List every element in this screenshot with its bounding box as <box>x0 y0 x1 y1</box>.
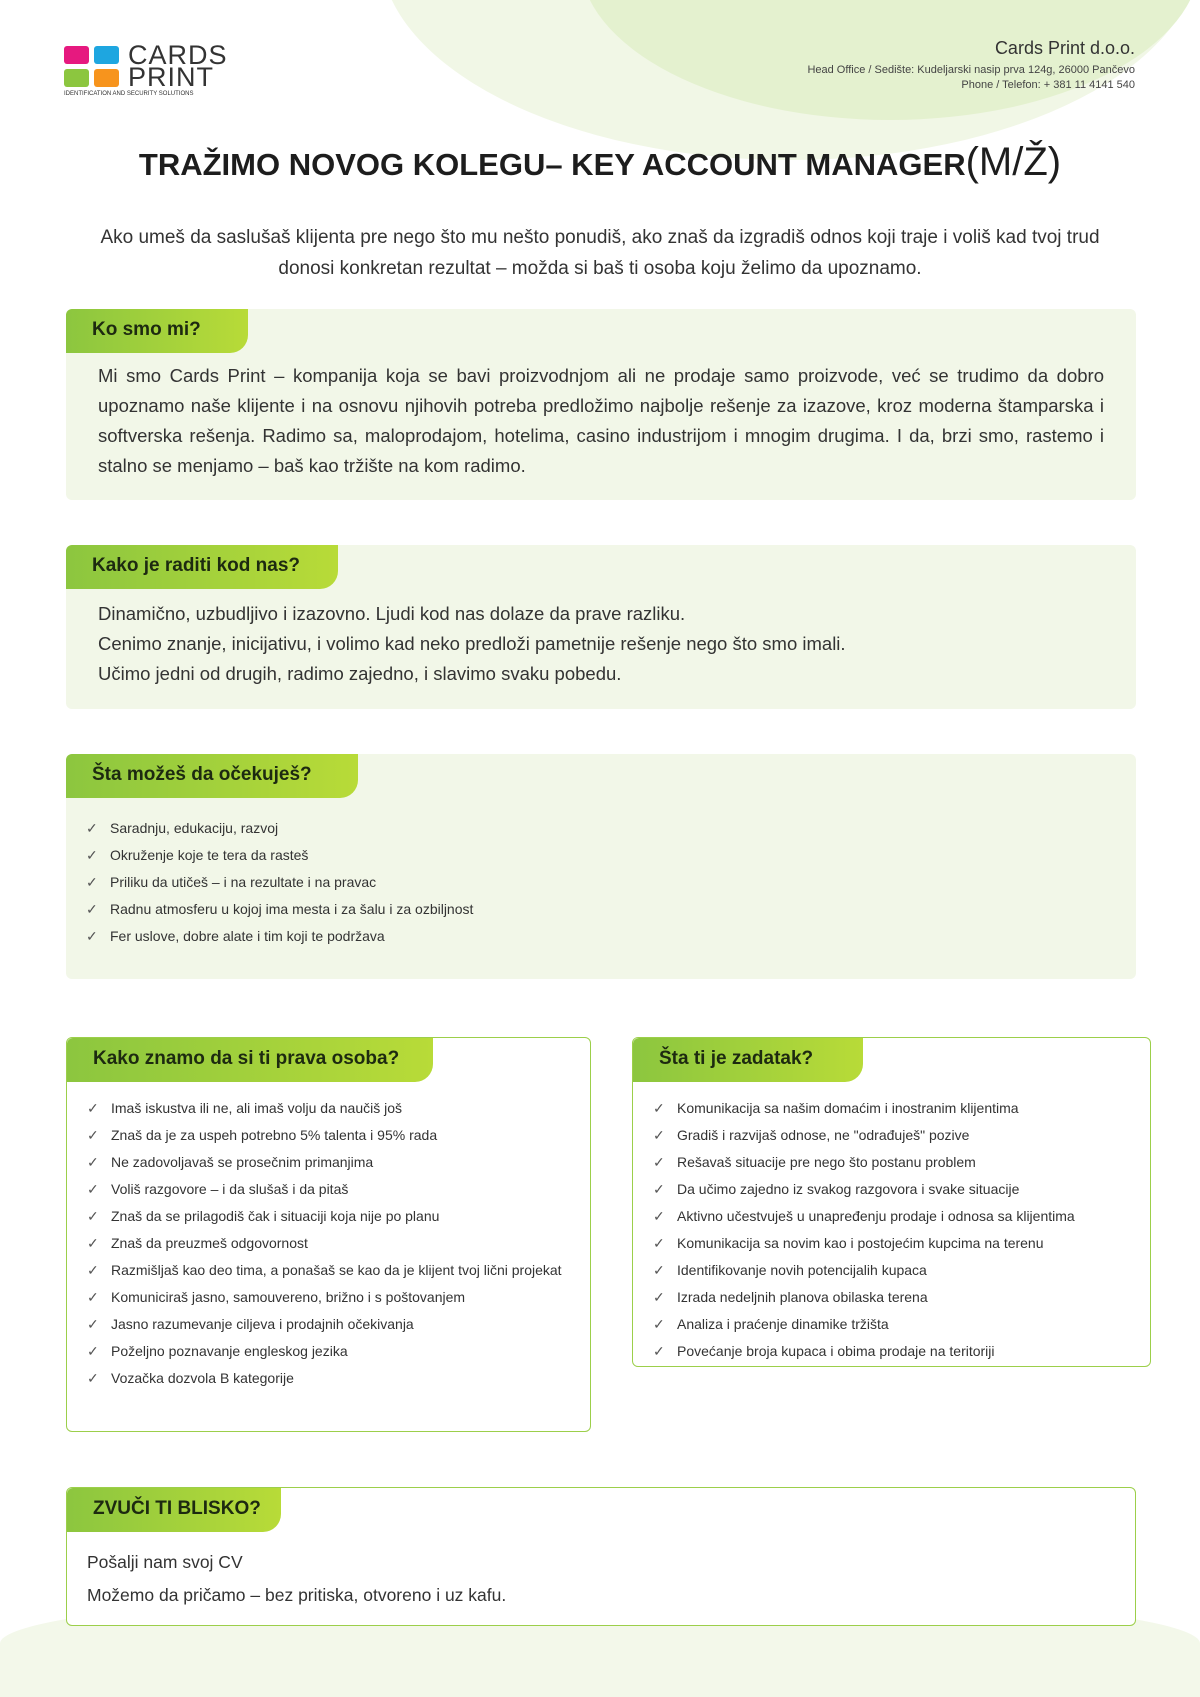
list-item: ✓ Komunikacija sa našim domaćim i inostranim klijentima <box>653 1095 1130 1122</box>
list-item: ✓ Da učimo zajedno iz svakog razgovora i svake situacije <box>653 1176 1130 1203</box>
section-expect <box>66 754 1136 979</box>
check-icon: ✓ <box>653 1289 665 1305</box>
check-icon: ✓ <box>87 1343 99 1359</box>
section-heading: Kako je raditi kod nas? <box>66 545 338 589</box>
intro-text: Ako umeš da saslušaš klijenta pre nego što mu nešto ponudiš, ako znaš da izgradiš odnos koji traje i voliš kad tvoj trud donosi konkretan rezultat – možda si baš ti osoba koju želimo da upoznamo. <box>100 227 1100 279</box>
check-icon: ✓ <box>87 1127 99 1143</box>
list-item: ✓ Saradnju, edukaciju, razvoj <box>86 815 1116 842</box>
check-icon: ✓ <box>87 1235 99 1251</box>
company-name: Cards Print d.o.o. <box>994 38 1135 58</box>
logo: CARDS PRINT IDENTIFICATION AND SECURITY SOLUTIONS <box>64 40 228 97</box>
check-icon: ✓ <box>653 1235 665 1251</box>
list-item: ✓ Analiza i praćenje dinamike tržišta <box>653 1311 1130 1338</box>
list-item: ✓ Vozačka dozvola B kategorije <box>87 1365 570 1392</box>
list-item: ✓ Priliku da utičeš – i na rezultate i na pravac <box>86 869 1116 896</box>
check-icon: ✓ <box>653 1127 665 1143</box>
check-icon: ✓ <box>653 1154 665 1170</box>
page-title: TRAŽIMO NOVOG KOLEGU– KEY ACCOUNT MANAGER(M/Ž) <box>138 140 1062 184</box>
list-item: ✓ Znaš da preuzmeš odgovornost <box>87 1230 570 1257</box>
check-icon: ✓ <box>87 1289 99 1305</box>
list-item: ✓ Rešavaš situacije pre nego što postanu problem <box>653 1149 1130 1176</box>
list-item: ✓ Aktivno učestvuješ u unapređenju prodaje i odnosa sa klijentima <box>653 1203 1130 1230</box>
check-icon: ✓ <box>653 1100 665 1116</box>
section-heading: Kako znamo da si ti prava osoba? <box>67 1038 433 1082</box>
section-person <box>66 1037 591 1432</box>
section-who: Ko smo mi? Mi smo Cards Print – kompanija koja se bavi proizvodnjom ali ne prodaje samo proizvode, već se trudimo da dobro upoznamo naše klijente i na osnovu njihovih potreba predložimo najbolje rešenje za izazove, kroz moderna štamparska i softverska rešenja. Radimo sa, maloprodajom, hotelima, casino industrijom i mnogim drugima. I da, brzi smo, rastemo i stalno se menjamo – baš kao tržište na kom radimo. <box>66 309 1136 500</box>
check-icon: ✓ <box>87 1316 99 1332</box>
section-heading: ZVUČI TI BLISKO? <box>67 1488 281 1532</box>
check-icon: ✓ <box>86 901 98 917</box>
check-icon: ✓ <box>653 1343 665 1359</box>
check-icon: ✓ <box>86 847 98 863</box>
list-item: ✓ Voliš razgovore – i da slušaš i da pitaš <box>87 1176 570 1203</box>
check-icon: ✓ <box>653 1262 665 1278</box>
list-item: ✓ Izrada nedeljnih planova obilaska terena <box>653 1284 1130 1311</box>
list-item: ✓ Poželjno poznavanje engleskog jezika <box>87 1338 570 1365</box>
expect-list <box>86 815 1116 950</box>
person-list <box>87 1095 570 1392</box>
check-icon: ✓ <box>86 874 98 890</box>
section-heading: Šta možeš da očekuješ? <box>66 754 358 798</box>
list-item: ✓ Ne zadovoljavaš se prosečnim primanjima <box>87 1149 570 1176</box>
company-address: Head Office / Sedište: Kudeljarski nasip prva 124g, 26000 Pančevo <box>807 64 1135 76</box>
list-item: ✓ Fer uslove, dobre alate i tim koji te podržava <box>86 923 1116 950</box>
check-icon: ✓ <box>87 1181 99 1197</box>
cta-line: Pošalji nam svoj CV <box>87 1552 243 1572</box>
check-icon: ✓ <box>86 928 98 944</box>
check-icon: ✓ <box>87 1370 99 1386</box>
list-item: ✓ Jasno razumevanje ciljeva i prodajnih očekivanja <box>87 1311 570 1338</box>
section-heading: Ko smo mi? <box>66 309 248 353</box>
list-item: ✓ Razmišljaš kao deo tima, a ponašaš se kao da je klijent tvoj lični projekat <box>87 1257 570 1284</box>
list-item: ✓ Radnu atmosferu u kojoj ima mesta i za šalu i za ozbiljnost <box>86 896 1116 923</box>
list-item: ✓ Znaš da je za uspeh potrebno 5% talenta i 95% rada <box>87 1122 570 1149</box>
check-icon: ✓ <box>86 820 98 836</box>
check-icon: ✓ <box>653 1181 665 1197</box>
company-phone: Phone / Telefon: + 381 11 4141 540 <box>961 79 1135 91</box>
check-icon: ✓ <box>87 1100 99 1116</box>
section-work: Kako je raditi kod nas? Dinamično, uzbudljivo i izazovno. Ljudi kod nas dolaze da prave razliku. Cenimo znanje, inicijativu, i volimo kad neko predloži pametnije rešenje nego što smo imali. Učimo jedni od drugih, radimo zajedno, i slavimo svaku pobedu. <box>66 545 1136 709</box>
section-heading: Šta ti je zadatak? <box>633 1038 863 1082</box>
section-tasks <box>632 1037 1151 1367</box>
cta-line: Možemo da pričamo – bez pritiska, otvoreno i uz kafu. <box>87 1585 507 1605</box>
list-item: ✓ Identifikovanje novih potencijalih kupaca <box>653 1257 1130 1284</box>
check-icon: ✓ <box>87 1208 99 1224</box>
list-item: ✓ Okruženje koje te tera da rasteš <box>86 842 1116 869</box>
list-item: ✓ Imaš iskustva ili ne, ali imaš volju da naučiš još <box>87 1095 570 1122</box>
check-icon: ✓ <box>87 1262 99 1278</box>
list-item: ✓ Znaš da se prilagodiš čak i situaciji koja nije po planu <box>87 1203 570 1230</box>
list-item: ✓ Povećanje broja kupaca i obima prodaje na teritoriji <box>653 1338 1130 1365</box>
check-icon: ✓ <box>653 1208 665 1224</box>
tasks-list <box>653 1095 1130 1365</box>
section-cta <box>66 1487 1136 1626</box>
check-icon: ✓ <box>653 1316 665 1332</box>
list-item: ✓ Komuniciraš jasno, samouvereno, brižno i s poštovanjem <box>87 1284 570 1311</box>
list-item: ✓ Komunikacija sa novim kao i postojećim kupcima na terenu <box>653 1230 1130 1257</box>
company-info <box>807 38 1135 93</box>
check-icon: ✓ <box>87 1154 99 1170</box>
list-item: ✓ Gradiš i razvijaš odnose, ne "odrađuješ" pozive <box>653 1122 1130 1149</box>
